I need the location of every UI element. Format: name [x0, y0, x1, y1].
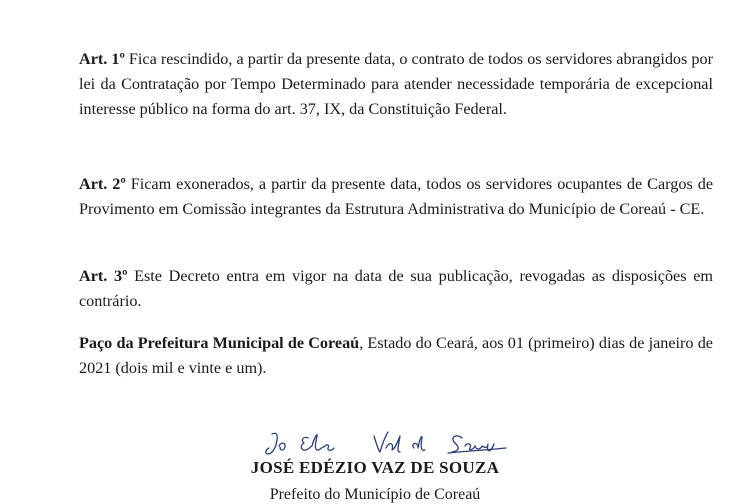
article-1-text: Fica rescindido, a partir da presente data, o contrato de todos os servidores abrangidos por lei da Contratação por Tempo Determinado para atender necessidade temporária de excepcional interesse público na forma do art. 37, IX, da Constituição Federal. [79, 50, 713, 118]
closing-paragraph [79, 331, 713, 381]
article-1 [79, 47, 713, 122]
handwritten-signature [262, 426, 522, 462]
signer-title: Prefeito do Município de Coreaú [269, 486, 481, 503]
closing-place-label: Paço da Prefeitura Municipal de Coreaú [79, 334, 360, 352]
article-2-text: Ficam exonerados, a partir da presente data, todos os servidores ocupantes de Cargos de Provimento em Comissão integrantes da Estrutura Administrativa do Município de Coreaú - CE. [79, 175, 713, 218]
article-2-label: Art. 2º [79, 175, 126, 193]
signer-name: JOSÉ EDÉZIO VAZ DE SOUZA [250, 458, 500, 477]
article-3-label: Art. 3º [79, 267, 128, 285]
article-1-label: Art. 1º [79, 50, 125, 68]
article-3 [79, 264, 713, 314]
article-2 [79, 172, 713, 222]
closing-text: , Estado do Ceará, aos 01 (primeiro) dias de janeiro de 2021 (dois mil e vinte e um). [79, 334, 713, 377]
article-3-text: Este Decreto entra em vigor na data de sua publicação, revogadas as disposições em contrário. [79, 267, 713, 310]
